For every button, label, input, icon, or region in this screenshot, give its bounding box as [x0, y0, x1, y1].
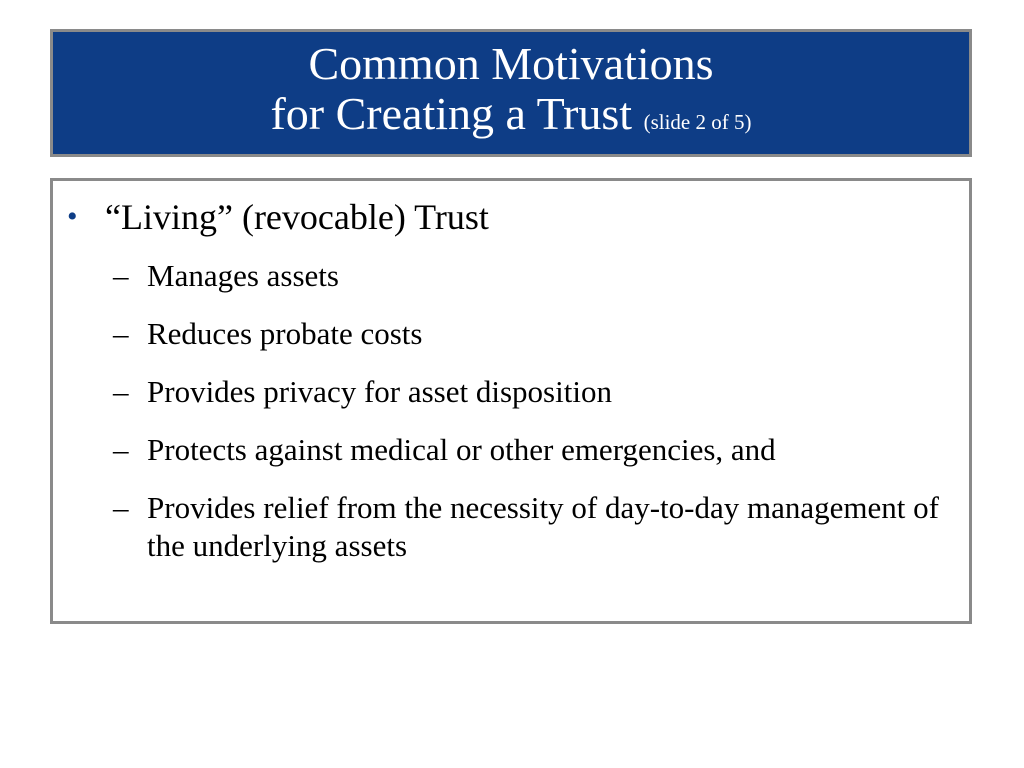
dash-icon: –	[113, 316, 129, 351]
sub-bullet-text: Manages assets	[147, 258, 339, 293]
sub-bullet-text: Provides relief from the necessity of day-to-day management of the underlying assets	[147, 490, 939, 563]
bullet-icon: •	[67, 200, 78, 233]
sub-bullet-item	[113, 431, 963, 469]
slide-title-line-1: Common Motivations	[308, 38, 714, 89]
slide-title-line-2	[270, 89, 751, 147]
slide-title-banner	[50, 29, 972, 157]
sub-bullet-list	[113, 257, 963, 585]
sub-bullet-text: Reduces probate costs	[147, 316, 423, 351]
sub-bullet-text: Protects against medical or other emergencies, and	[147, 432, 776, 467]
sub-bullet-item	[113, 315, 963, 353]
dash-icon: –	[113, 258, 129, 293]
dash-icon: –	[113, 374, 129, 409]
main-bullet-text: “Living” (revocable) Trust	[105, 197, 489, 237]
dash-icon: –	[113, 432, 129, 467]
sub-bullet-item	[113, 489, 963, 565]
dash-icon: –	[113, 490, 129, 525]
slide-number-note: (slide 2 of 5)	[643, 110, 752, 134]
slide-content-box	[50, 178, 972, 624]
sub-bullet-item	[113, 257, 963, 295]
slide-title-line-2-text: for Creating a Trust	[270, 88, 633, 139]
main-bullet	[63, 195, 489, 239]
sub-bullet-text: Provides privacy for asset disposition	[147, 374, 612, 409]
sub-bullet-item	[113, 373, 963, 411]
